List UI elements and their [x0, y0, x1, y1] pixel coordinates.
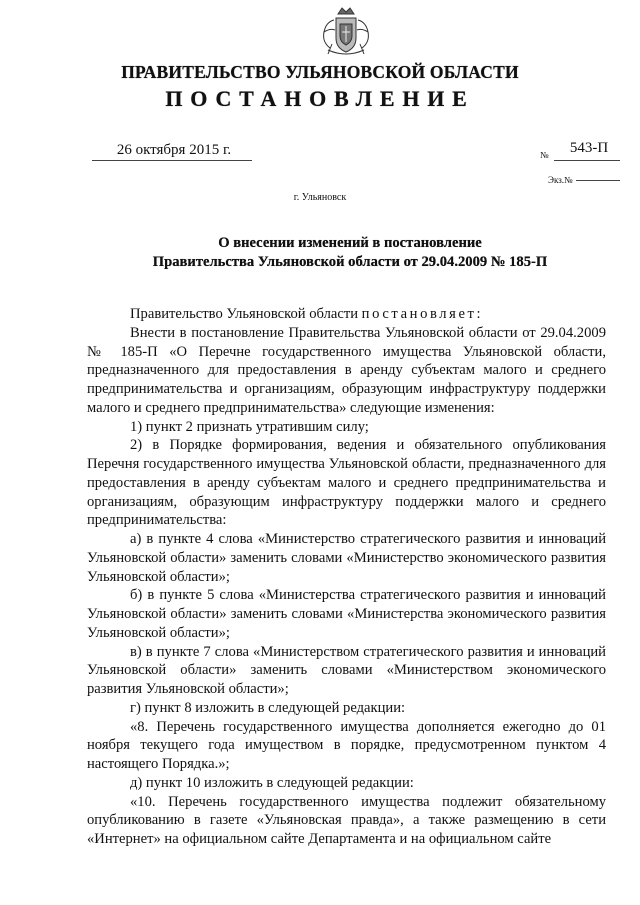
- intro-prefix: Правительство Ульяновской области: [130, 306, 359, 322]
- number-label: №: [540, 150, 549, 160]
- body-paragraph: а) в пункте 4 слова «Министерство стратегического развития и инноваций Ульяновской области» заменить словами «Министерство экономического развития Ульяновской области»;: [87, 531, 606, 585]
- body-paragraph: в) в пункте 7 слова «Министерством стратегического развития и инноваций Ульяновской области» заменить словами «Министерством экономического развития Ульяновской области»;: [87, 643, 606, 697]
- intro-verb: постановляет:: [361, 306, 484, 322]
- city-name: г. Ульяновск: [293, 192, 347, 203]
- body-paragraph: г) пункт 8 изложить в следующей редакции:: [130, 699, 406, 716]
- document-date: 26 октября 2015 г.: [116, 142, 232, 158]
- copy-number-field: [548, 170, 620, 188]
- body-paragraph: б) в пункте 5 слова «Министерства стратегического развития и инноваций Ульяновской области» заменить словами «Министерства экономического развития Ульяновской области»;: [87, 587, 606, 641]
- coat-of-arms-emblem: [318, 4, 374, 60]
- document-subject: [100, 234, 600, 271]
- document-number: 543-П: [569, 140, 609, 156]
- body-paragraph: 1) пункт 2 признать утратившим силу;: [130, 418, 369, 435]
- document-body: [87, 305, 606, 849]
- intro-paragraph: [87, 305, 606, 324]
- date-underline: [92, 160, 252, 161]
- document-date-field: [92, 142, 252, 161]
- organization-title: ПРАВИТЕЛЬСТВО УЛЬЯНОВСКОЙ ОБЛАСТИ: [121, 62, 519, 82]
- body-paragraph: «10. Перечень государственного имущества подлежит обязательному опубликованию в газете «Ульяновская правда», а также размещению в сети «Интернет» на официальном сайте Департамента и на официальном сайте: [87, 793, 606, 847]
- copy-number-underline: [576, 180, 620, 181]
- document-type-heading: ПОСТАНОВЛЕНИЕ: [165, 86, 475, 111]
- body-paragraph: 2) в Порядке формирования, ведения и обязательного опубликования Перечня государственного имущества Ульяновской области, предназначенного для предоставления в аренду субъектам малого и среднего предпринимательства и организациям, образующим инфраструктуру поддержки малого и среднего предпринимательства:: [87, 437, 606, 529]
- body-paragraph: «8. Перечень государственного имущества дополняется ежегодно до 01 ноября текущего года имуществом в порядке, предусмотренном пунктом 4 настоящего Порядка.»;: [87, 718, 606, 772]
- copy-number-label: Экз.№: [548, 175, 573, 185]
- body-paragraph: Внести в постановление Правительства Ульяновской области от 29.04.2009 № 185-П «О Перечне государственного имущества Ульяновской области, предназначенного для предоставления в аренду субъектам малого и среднего предпринимательства и организациям, образующим инфраструктуру поддержки малого и среднего предпринимательства» следующие изменения:: [87, 324, 606, 416]
- body-paragraph: д) пункт 10 изложить в следующей редакции:: [130, 774, 414, 791]
- subject-line-1: О внесении изменений в постановление: [218, 235, 482, 251]
- number-underline: [554, 160, 620, 161]
- subject-line-2: Правительства Ульяновской области от 29.04.2009 № 185-П: [152, 253, 548, 270]
